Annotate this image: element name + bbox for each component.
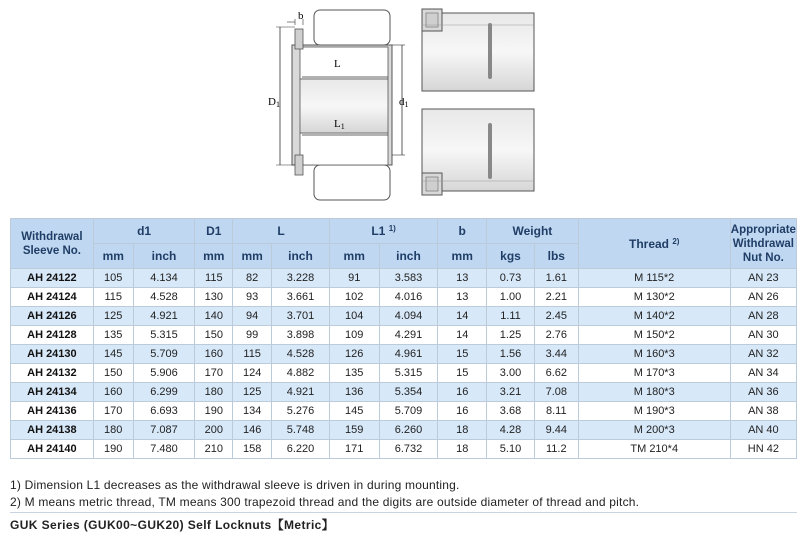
table-cell: 5.748 bbox=[272, 421, 330, 440]
table-cell: 6.732 bbox=[379, 440, 438, 459]
table-cell: 130 bbox=[195, 288, 233, 307]
table-cell: 7.08 bbox=[534, 383, 578, 402]
table-cell: 2.45 bbox=[534, 307, 578, 326]
table-cell: M 130*2 bbox=[578, 288, 730, 307]
table-cell: 5.709 bbox=[379, 402, 438, 421]
table-cell: 93 bbox=[233, 288, 272, 307]
table-cell: 171 bbox=[329, 440, 379, 459]
table-cell: 3.00 bbox=[487, 364, 535, 383]
table-cell: M 150*2 bbox=[578, 326, 730, 345]
table-cell: M 190*3 bbox=[578, 402, 730, 421]
table-cell: 170 bbox=[195, 364, 233, 383]
table-cell: AN 38 bbox=[730, 402, 796, 421]
table-cell: 124 bbox=[233, 364, 272, 383]
footnote-1: 1) Dimension L1 decreases as the withdrawal sleeve is driven in during mounting. bbox=[10, 478, 460, 492]
table-cell: 91 bbox=[329, 269, 379, 288]
table-row bbox=[11, 326, 797, 345]
label-L: L bbox=[334, 58, 341, 70]
table-cell: 8.11 bbox=[534, 402, 578, 421]
table-cell: 190 bbox=[93, 440, 133, 459]
table-row bbox=[11, 345, 797, 364]
sleeve-no-cell: AH 24126 bbox=[11, 307, 94, 326]
table-cell: 4.528 bbox=[272, 345, 330, 364]
table-cell: 11.2 bbox=[534, 440, 578, 459]
table-cell: 18 bbox=[438, 421, 487, 440]
table-cell: 105 bbox=[93, 269, 133, 288]
table-cell: 1.00 bbox=[487, 288, 535, 307]
table-row bbox=[11, 288, 797, 307]
table-cell: 160 bbox=[93, 383, 133, 402]
table-cell: 4.016 bbox=[379, 288, 438, 307]
footnotes bbox=[10, 477, 639, 511]
table-cell: 4.882 bbox=[272, 364, 330, 383]
table-cell: 1.11 bbox=[487, 307, 535, 326]
table-cell: 3.661 bbox=[272, 288, 330, 307]
table-cell: 5.906 bbox=[133, 364, 195, 383]
header-D1: D1 bbox=[195, 219, 233, 244]
table-cell: 146 bbox=[233, 421, 272, 440]
label-d1: d1 bbox=[399, 96, 409, 109]
table-cell: 5.276 bbox=[272, 402, 330, 421]
table-cell: 3.898 bbox=[272, 326, 330, 345]
table-cell: 16 bbox=[438, 402, 487, 421]
sleeve-diagram bbox=[262, 5, 552, 205]
table-cell: HN 42 bbox=[730, 440, 796, 459]
table-row bbox=[11, 383, 797, 402]
table-cell: 18 bbox=[438, 440, 487, 459]
header-unit: mm bbox=[195, 244, 233, 269]
sleeve-spec-table bbox=[10, 218, 797, 459]
sleeve-no-cell: AH 24138 bbox=[11, 421, 94, 440]
header-unit: kgs bbox=[487, 244, 535, 269]
header-thread: Thread $^{2)}$ bbox=[578, 219, 730, 269]
table-cell: 6.220 bbox=[272, 440, 330, 459]
table-cell: 158 bbox=[233, 440, 272, 459]
table-cell: 115 bbox=[195, 269, 233, 288]
table-row bbox=[11, 364, 797, 383]
table-cell: 5.10 bbox=[487, 440, 535, 459]
table-cell: 13 bbox=[438, 269, 487, 288]
table-cell: 125 bbox=[233, 383, 272, 402]
table-row bbox=[11, 421, 797, 440]
table-cell: 4.961 bbox=[379, 345, 438, 364]
sleeve-section-view bbox=[268, 10, 409, 200]
table-cell: 150 bbox=[93, 364, 133, 383]
table-cell: 145 bbox=[329, 402, 379, 421]
header-unit: mm bbox=[329, 244, 379, 269]
table-cell: 94 bbox=[233, 307, 272, 326]
table-cell: 5.315 bbox=[133, 326, 195, 345]
header-L: L bbox=[233, 219, 330, 244]
sleeve-no-cell: AH 24122 bbox=[11, 269, 94, 288]
sleeve-no-cell: AH 24134 bbox=[11, 383, 94, 402]
table-cell: 125 bbox=[93, 307, 133, 326]
table-cell: 4.28 bbox=[487, 421, 535, 440]
table-cell: 4.921 bbox=[272, 383, 330, 402]
table-cell: 4.094 bbox=[379, 307, 438, 326]
table-cell: AN 28 bbox=[730, 307, 796, 326]
sleeve-no-cell: AH 24132 bbox=[11, 364, 94, 383]
table-cell: 150 bbox=[195, 326, 233, 345]
footnote-2: 2) M means metric thread, TM means 300 trapezoid thread and the digits are outside diameter of thread and pitch. bbox=[10, 495, 640, 509]
table-cell: 16 bbox=[438, 383, 487, 402]
table-cell: 180 bbox=[195, 383, 233, 402]
table-cell: 2.76 bbox=[534, 326, 578, 345]
table-cell: 4.921 bbox=[133, 307, 195, 326]
sleeve-no-cell: AH 24140 bbox=[11, 440, 94, 459]
table-cell: M 115*2 bbox=[578, 269, 730, 288]
header-nut-no: Appropriate Withdrawal Nut No. bbox=[730, 219, 796, 269]
table-cell: 5.709 bbox=[133, 345, 195, 364]
label-b: b bbox=[298, 10, 304, 22]
sleeve-no-cell: AH 24136 bbox=[11, 402, 94, 421]
table-cell: 115 bbox=[93, 288, 133, 307]
table-cell: 2.21 bbox=[534, 288, 578, 307]
table-cell: 145 bbox=[93, 345, 133, 364]
table-cell: 3.44 bbox=[534, 345, 578, 364]
table-cell: 15 bbox=[438, 364, 487, 383]
table-cell: 6.693 bbox=[133, 402, 195, 421]
table-row bbox=[11, 307, 797, 326]
sleeve-no-cell: AH 24128 bbox=[11, 326, 94, 345]
table-cell: 200 bbox=[195, 421, 233, 440]
table-cell: M 140*2 bbox=[578, 307, 730, 326]
table-cell: 82 bbox=[233, 269, 272, 288]
sleeve-no-cell: AH 24124 bbox=[11, 288, 94, 307]
table-cell: 1.25 bbox=[487, 326, 535, 345]
sleeve-no-cell: AH 24130 bbox=[11, 345, 94, 364]
table-cell: 135 bbox=[93, 326, 133, 345]
table-cell: AN 32 bbox=[730, 345, 796, 364]
table-cell: 7.480 bbox=[133, 440, 195, 459]
table-cell: 15 bbox=[438, 345, 487, 364]
footer-divider bbox=[10, 512, 797, 513]
table-cell: 170 bbox=[93, 402, 133, 421]
table-cell: 3.21 bbox=[487, 383, 535, 402]
table-cell: 0.73 bbox=[487, 269, 535, 288]
table-cell: 4.528 bbox=[133, 288, 195, 307]
table-cell: 180 bbox=[93, 421, 133, 440]
header-unit: mm bbox=[233, 244, 272, 269]
table-cell: 159 bbox=[329, 421, 379, 440]
header-b: b bbox=[438, 219, 487, 244]
table-cell: 134 bbox=[233, 402, 272, 421]
table-cell: 102 bbox=[329, 288, 379, 307]
table-cell: 136 bbox=[329, 383, 379, 402]
header-unit: inch bbox=[379, 244, 438, 269]
table-cell: 99 bbox=[233, 326, 272, 345]
table-cell: 210 bbox=[195, 440, 233, 459]
table-cell: 126 bbox=[329, 345, 379, 364]
table-row bbox=[11, 402, 797, 421]
table-cell: 1.56 bbox=[487, 345, 535, 364]
table-cell: 6.62 bbox=[534, 364, 578, 383]
table-row bbox=[11, 440, 797, 459]
table-cell: M 170*3 bbox=[578, 364, 730, 383]
table-cell: TM 210*4 bbox=[578, 440, 730, 459]
table-cell: 3.583 bbox=[379, 269, 438, 288]
table-cell: 140 bbox=[195, 307, 233, 326]
table-cell: M 180*3 bbox=[578, 383, 730, 402]
header-sleeve-no: Withdrawal Sleeve No. bbox=[11, 219, 94, 269]
header-d1: d1 bbox=[93, 219, 195, 244]
table-cell: 13 bbox=[438, 288, 487, 307]
table-cell: 3.701 bbox=[272, 307, 330, 326]
table-cell: 160 bbox=[195, 345, 233, 364]
header-weight: Weight bbox=[487, 219, 579, 244]
table-cell: 9.44 bbox=[534, 421, 578, 440]
header-unit: inch bbox=[133, 244, 195, 269]
header-unit: inch bbox=[272, 244, 330, 269]
table-cell: 14 bbox=[438, 307, 487, 326]
table-cell: AN 26 bbox=[730, 288, 796, 307]
table-cell: 5.315 bbox=[379, 364, 438, 383]
table-cell: 1.61 bbox=[534, 269, 578, 288]
table-row bbox=[11, 269, 797, 288]
table-cell: AN 40 bbox=[730, 421, 796, 440]
table-cell: 190 bbox=[195, 402, 233, 421]
header-L1: L1 $^{1)}$ bbox=[329, 219, 438, 244]
table-cell: 109 bbox=[329, 326, 379, 345]
table-cell: M 200*3 bbox=[578, 421, 730, 440]
header-unit: mm bbox=[438, 244, 487, 269]
label-L1: L1 bbox=[334, 118, 345, 131]
table-cell: 3.228 bbox=[272, 269, 330, 288]
table-cell: 4.134 bbox=[133, 269, 195, 288]
table-cell: AN 36 bbox=[730, 383, 796, 402]
table-cell: 4.291 bbox=[379, 326, 438, 345]
table-cell: 6.299 bbox=[133, 383, 195, 402]
sleeve-side-view bbox=[422, 9, 534, 195]
table-cell: 115 bbox=[233, 345, 272, 364]
table-cell: 135 bbox=[329, 364, 379, 383]
table-cell: 7.087 bbox=[133, 421, 195, 440]
table-cell: AN 34 bbox=[730, 364, 796, 383]
table-cell: AN 30 bbox=[730, 326, 796, 345]
table-cell: 5.354 bbox=[379, 383, 438, 402]
label-D1: D1 bbox=[268, 96, 280, 109]
table-cell: AN 23 bbox=[730, 269, 796, 288]
table-cell: 104 bbox=[329, 307, 379, 326]
header-unit: mm bbox=[93, 244, 133, 269]
table-cell: 14 bbox=[438, 326, 487, 345]
next-section-title: GUK Series (GUK00~GUK20) Self Locknuts【Metric】 bbox=[10, 518, 335, 532]
header-unit: lbs bbox=[534, 244, 578, 269]
table-cell: 3.68 bbox=[487, 402, 535, 421]
table-cell: M 160*3 bbox=[578, 345, 730, 364]
table-cell: 6.260 bbox=[379, 421, 438, 440]
